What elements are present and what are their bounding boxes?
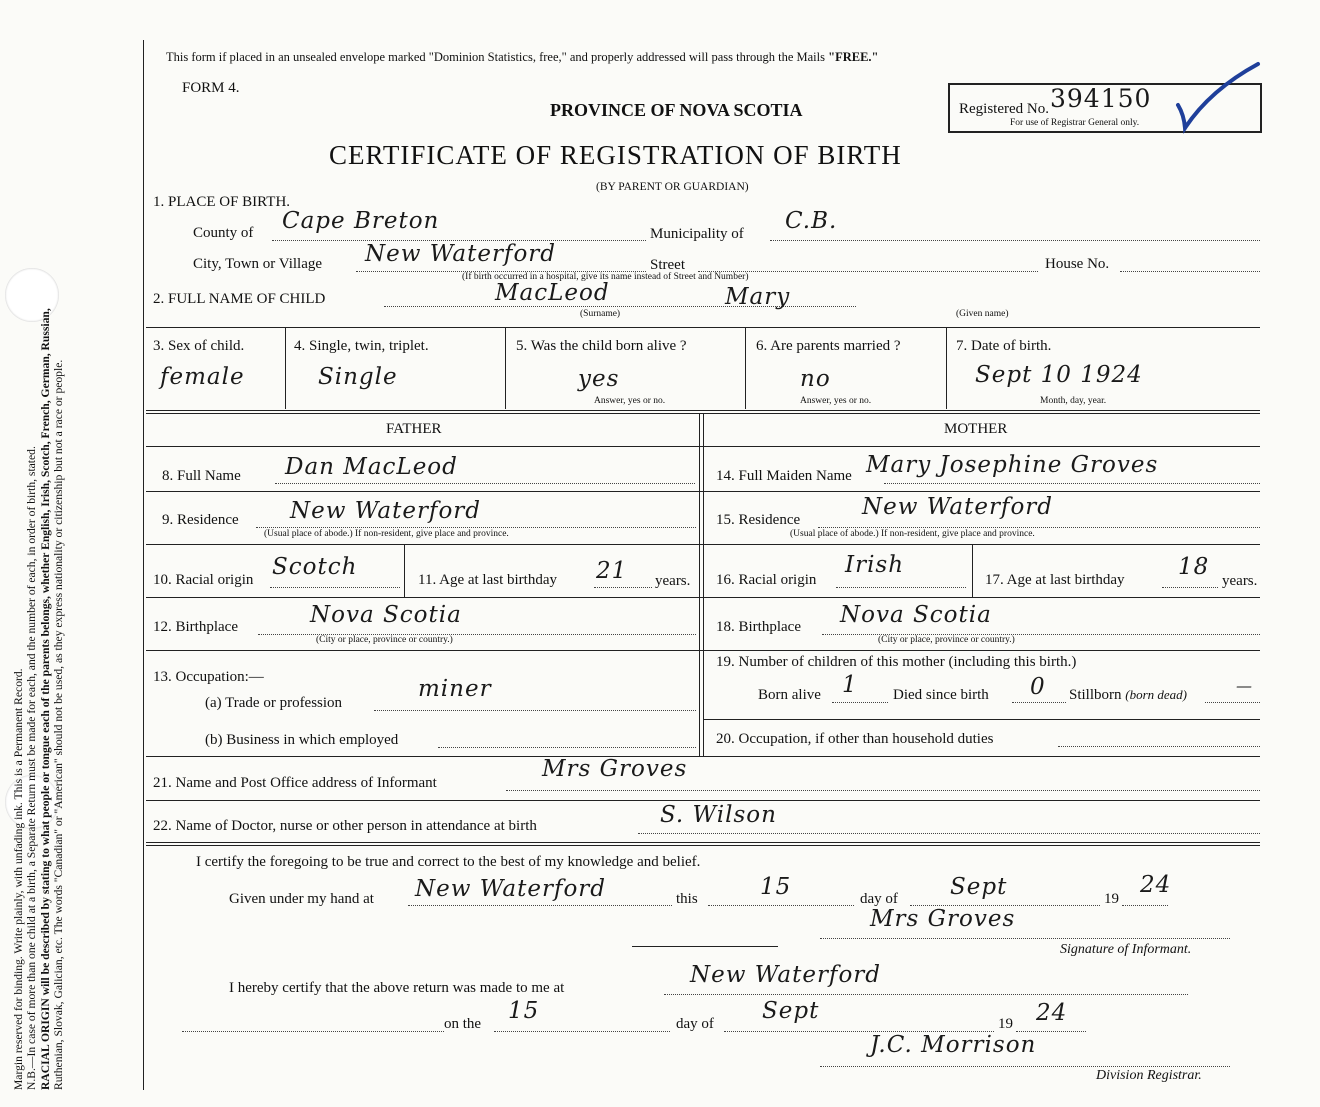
given-place-value: New Waterford	[415, 876, 607, 902]
sex-label: 3. Sex of child.	[153, 338, 245, 354]
registrar-signature-label: Division Registrar.	[1096, 1068, 1202, 1083]
informant-certification: I certify the foregoing to be true and correct to the best of my knowledge and belief.	[196, 854, 701, 870]
registered-number: 394150	[1050, 84, 1152, 113]
born-alive-value: yes	[578, 366, 620, 392]
doctor-value: S. Wilson	[660, 802, 777, 828]
stillborn-text: Stillborn	[1069, 687, 1122, 703]
father-age-label: 11. Age at last birthday	[418, 572, 557, 588]
registrar-day-value: 15	[508, 998, 540, 1024]
stillborn-value: —	[1236, 676, 1253, 695]
mother-birthplace-note: (City or place, province or country.)	[878, 635, 1015, 645]
municipality-value: C.B.	[785, 208, 838, 234]
mother-name-value: Mary Josephine Groves	[866, 452, 1159, 478]
margin-rule	[143, 40, 144, 1090]
date-of-birth-value: Sept 10 1924	[975, 362, 1143, 388]
mother-birthplace-label: 18. Birthplace	[716, 619, 801, 635]
date-of-birth-note: Month, day, year.	[1040, 396, 1107, 406]
born-alive-count-value: 1	[842, 672, 858, 698]
registrar-year-value: 24	[1036, 1000, 1068, 1026]
registrar-year-prefix: 19	[998, 1016, 1013, 1032]
city-value: New Waterford	[365, 241, 557, 267]
plurality-value: Single	[318, 364, 398, 390]
mother-racial-origin-label: 16. Racial origin	[716, 572, 817, 588]
date-of-birth-label: 7. Date of birth.	[956, 338, 1052, 354]
given-day-of-label: day of	[860, 891, 898, 907]
doctor-label: 22. Name of Doctor, nurse or other person in attendance at birth	[153, 818, 537, 834]
mail-notice	[166, 50, 878, 65]
mother-residence-note: (Usual place of abode.) If non-resident, give place and province.	[790, 529, 1035, 539]
child-given-value: Mary	[725, 284, 791, 310]
margin-line-1: Margin reserved for binding. Write plainly, with unfading ink. This is a Permanent Record.	[12, 668, 25, 1090]
mother-residence-value: New Waterford	[862, 494, 1054, 520]
surname-note: (Surname)	[580, 309, 621, 319]
informant-value: Mrs Groves	[542, 756, 688, 782]
this-label: this	[676, 891, 698, 907]
given-month-value: Sept	[950, 874, 1008, 900]
father-name-label: 8. Full Name	[162, 468, 241, 484]
mother-age-label: 17. Age at last birthday	[985, 572, 1125, 588]
place-of-birth-heading: 1. PLACE OF BIRTH.	[153, 194, 291, 210]
informant-label: 21. Name and Post Office address of Informant	[153, 775, 437, 791]
father-racial-origin-value: Scotch	[272, 554, 358, 580]
house-number-label: House No.	[1045, 256, 1110, 272]
father-occupation-label: 13. Occupation:—	[153, 669, 264, 685]
margin-instructions	[12, 30, 66, 1090]
father-racial-origin-label: 10. Racial origin	[153, 572, 254, 588]
margin-line-2: N.B.—In case of more than one child at a birth, a Separate Return must be made for each, and the number of each, in order of birth, stated.	[25, 446, 39, 1090]
municipality-label: Municipality of	[650, 226, 744, 242]
business-label: (b) Business in which employed	[205, 732, 399, 748]
sex-value: female	[160, 364, 245, 390]
mother-name-label: 14. Full Maiden Name	[716, 468, 852, 484]
born-alive-note: Answer, yes or no.	[594, 396, 666, 406]
mother-racial-origin-value: Irish	[845, 552, 905, 578]
registrar-on-the-label: on the	[444, 1016, 482, 1032]
check-mark-icon	[1170, 60, 1265, 140]
trade-value: miner	[418, 676, 492, 702]
registrar-signature: J.C. Morrison	[870, 1032, 1037, 1058]
children-count-label: 19. Number of children of this mother (including this birth.)	[716, 654, 1077, 670]
separator-rule	[632, 946, 778, 947]
stillborn-note: (born dead)	[1125, 687, 1188, 702]
certificate-title: CERTIFICATE OF REGISTRATION OF BIRTH	[329, 140, 902, 170]
hospital-note: (If birth occurred in a hospital, give its name instead of Street and Number)	[462, 272, 749, 282]
mail-notice-free: "FREE."	[828, 50, 879, 64]
born-alive-count-label: Born alive	[758, 687, 821, 703]
mother-years-label: years.	[1222, 573, 1258, 589]
mother-residence-label: 15. Residence	[716, 512, 801, 528]
certificate-subtitle: (BY PARENT OR GUARDIAN)	[596, 181, 749, 193]
trade-label: (a) Trade or profession	[205, 695, 343, 711]
given-name-note: (Given name)	[956, 309, 1009, 319]
parents-married-value: no	[800, 366, 831, 392]
father-heading: FATHER	[386, 421, 442, 437]
plurality-label: 4. Single, twin, triplet.	[294, 338, 429, 354]
registrar-day-of-label: day of	[676, 1016, 714, 1032]
father-age-value: 21	[596, 558, 628, 584]
informant-signature-label: Signature of Informant.	[1060, 942, 1192, 957]
mail-notice-text: This form if placed in an unsealed envelope marked "Dominion Statistics, free," and properly addressed will pass through the Mails	[166, 50, 829, 64]
stillborn-label	[1069, 687, 1187, 704]
child-surname-value: MacLeod	[495, 280, 610, 306]
margin-line-4: Ruthenian, Slovak, Galician, etc. The words "Canadian" or "American" should not be used, as they express nationality or citizenship but not a race or people.	[52, 359, 66, 1090]
city-label: City, Town or Village	[193, 256, 323, 272]
registrar-month-value: Sept	[762, 998, 820, 1024]
father-birthplace-value: Nova Scotia	[310, 602, 462, 628]
parents-married-note: Answer, yes or no.	[800, 396, 872, 406]
died-since-birth-value: 0	[1030, 674, 1046, 700]
registrar-certification: I hereby certify that the above return was made to me at	[229, 980, 565, 996]
mother-occupation-label: 20. Occupation, if other than household duties	[716, 731, 994, 747]
father-residence-note: (Usual place of abode.) If non-resident, give place and province.	[264, 529, 509, 539]
province-heading: PROVINCE OF NOVA SCOTIA	[550, 100, 803, 120]
form-number: FORM 4.	[182, 80, 240, 96]
registrar-general-note: For use of Registrar General only.	[1010, 118, 1140, 128]
mother-age-value: 18	[1178, 554, 1210, 580]
mother-heading: MOTHER	[944, 421, 1008, 437]
father-name-value: Dan MacLeod	[285, 454, 458, 480]
margin-line-3: RACIAL ORIGIN will be described by stating to what people or tongue each of the parents belongs, whether English, Irish, Scotch, French, German, Russian,	[38, 308, 52, 1090]
father-residence-label: 9. Residence	[162, 512, 239, 528]
parents-married-label: 6. Are parents married ?	[756, 338, 901, 354]
child-name-label: 2. FULL NAME OF CHILD	[153, 291, 326, 307]
died-since-birth-label: Died since birth	[893, 687, 989, 703]
father-birthplace-label: 12. Birthplace	[153, 619, 238, 635]
street-label: Street	[650, 257, 685, 273]
given-day-value: 15	[760, 874, 792, 900]
father-birthplace-note: (City or place, province or country.)	[316, 635, 453, 645]
registrar-place-value: New Waterford	[690, 962, 882, 988]
registered-label: Registered No.	[959, 101, 1049, 117]
mother-birthplace-value: Nova Scotia	[840, 602, 992, 628]
father-residence-value: New Waterford	[290, 498, 482, 524]
father-years-label: years.	[655, 573, 691, 589]
county-label: County of	[193, 225, 254, 241]
given-under-hand-label: Given under my hand at	[229, 891, 374, 907]
informant-signature: Mrs Groves	[870, 906, 1016, 932]
given-year-prefix: 19	[1104, 891, 1119, 907]
born-alive-label: 5. Was the child born alive ?	[516, 338, 687, 354]
given-year-value: 24	[1140, 872, 1172, 898]
county-value: Cape Breton	[282, 208, 440, 234]
